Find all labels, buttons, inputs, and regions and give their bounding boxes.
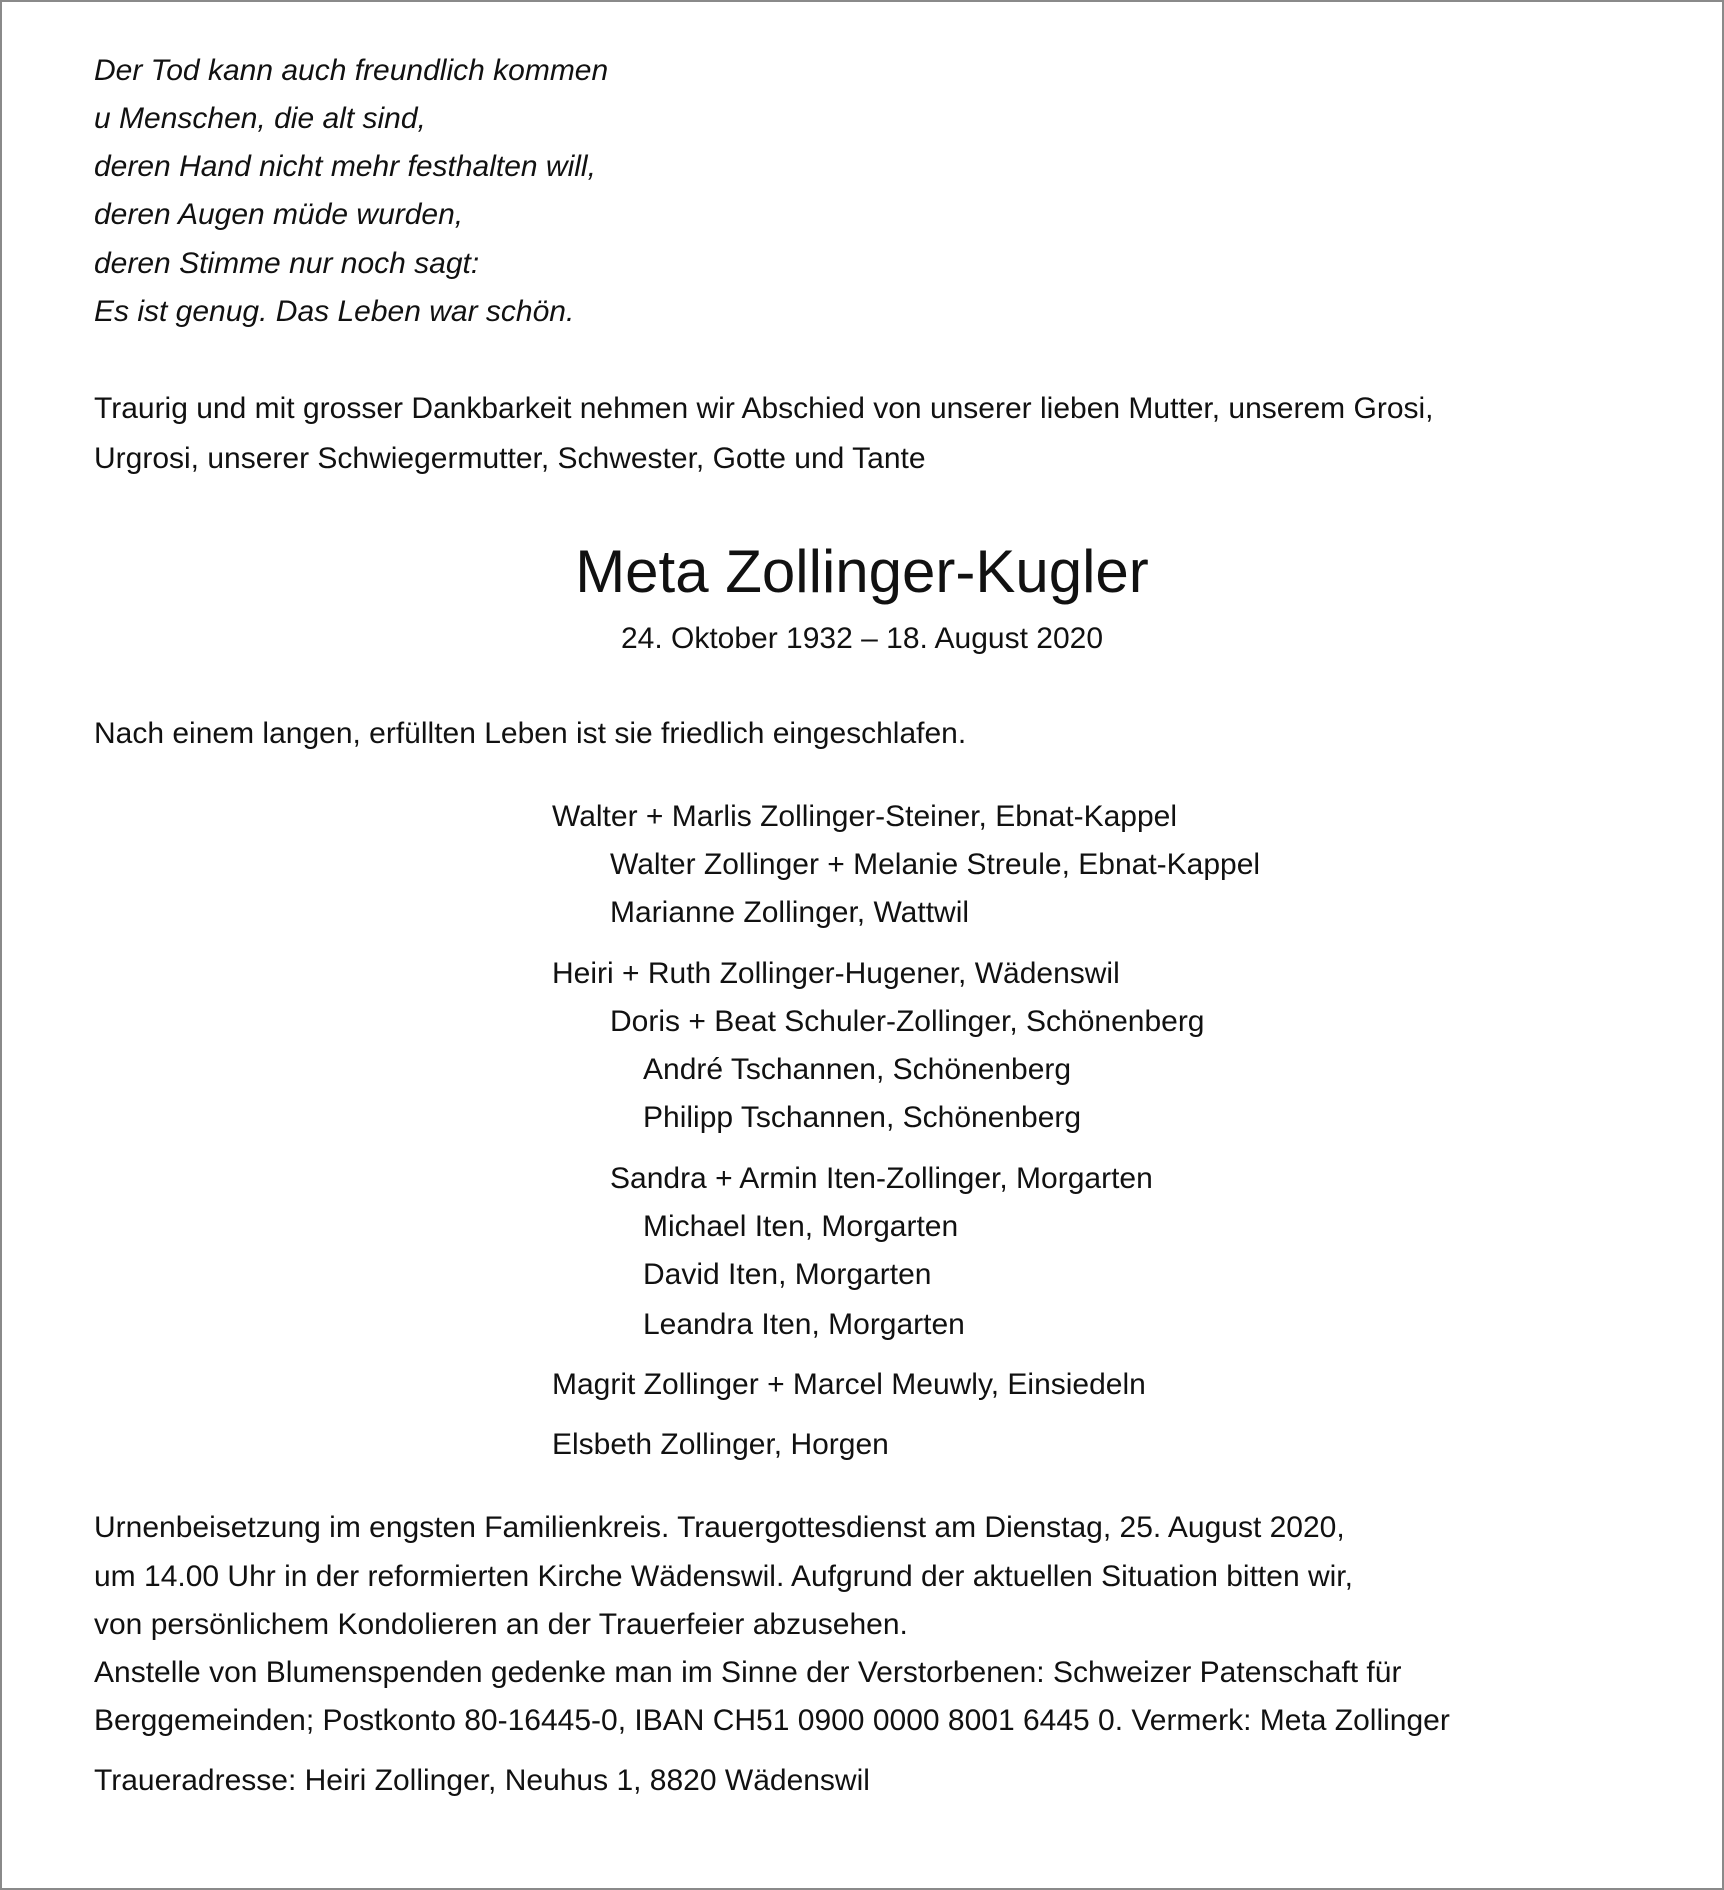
notice-line: um 14.00 Uhr in der reformierten Kirche Wädenswil. Aufgrund der aktuellen Situation bitten wir,	[94, 1560, 1353, 1593]
mourning-address: Traueradresse: Heiri Zollinger, Neuhus 1, 8820 Wädenswil	[94, 1764, 870, 1797]
mourner-entry: David Iten, Morgarten	[643, 1258, 932, 1291]
poem-line: u Menschen, die alt sind,	[94, 102, 426, 135]
intro-line: Traurig und mit grosser Dankbarkeit nehmen wir Abschied von unserer lieben Mutter, unserem Grosi,	[94, 392, 1434, 425]
mourner-entry: André Tschannen, Schönenberg	[643, 1053, 1072, 1086]
mourner-entry: Marianne Zollinger, Wattwil	[610, 896, 970, 929]
poem-line: deren Augen müde wurden,	[94, 198, 464, 231]
notice-line: von persönlichem Kondolieren an der Trauerfeier abzusehen.	[94, 1608, 908, 1641]
mourner-entry: Michael Iten, Morgarten	[643, 1210, 959, 1243]
poem-line: deren Hand nicht mehr festhalten will,	[94, 150, 596, 183]
mourner-entry: Heiri + Ruth Zollinger-Hugener, Wädenswil	[552, 957, 1120, 990]
mourner-entry: Elsbeth Zollinger, Horgen	[552, 1428, 889, 1461]
poem-line: Der Tod kann auch freundlich kommen	[94, 54, 609, 87]
mourner-entry: Walter + Marlis Zollinger-Steiner, Ebnat-Kappel	[552, 800, 1177, 833]
notice-line: Berggemeinden; Postkonto 80-16445-0, IBAN CH51 0900 0000 8001 6445 0. Vermerk: Meta Zollinger	[94, 1704, 1450, 1737]
poem-line: Es ist genug. Das Leben war schön.	[94, 295, 575, 328]
poem-line: deren Stimme nur noch sagt:	[94, 247, 480, 280]
mourner-entry: Philipp Tschannen, Schönenberg	[643, 1101, 1082, 1134]
intro-line: Urgrosi, unserer Schwiegermutter, Schwester, Gotte und Tante	[94, 442, 926, 475]
life-dates: 24. Oktober 1932 – 18. August 2020	[620, 622, 1104, 655]
mourner-entry: Doris + Beat Schuler-Zollinger, Schönenberg	[610, 1005, 1205, 1038]
mourner-entry: Magrit Zollinger + Marcel Meuwly, Einsiedeln	[552, 1368, 1146, 1401]
mourner-entry: Sandra + Armin Iten-Zollinger, Morgarten	[610, 1162, 1153, 1195]
statement: Nach einem langen, erfüllten Leben ist sie friedlich eingeschlafen.	[94, 717, 967, 750]
notice-line: Anstelle von Blumenspenden gedenke man im Sinne der Verstorbenen: Schweizer Patenschaft für	[94, 1656, 1402, 1689]
mourner-entry: Walter Zollinger + Melanie Streule, Ebnat-Kappel	[610, 848, 1261, 881]
deceased-name: Meta Zollinger-Kugler	[575, 538, 1149, 605]
mourner-entry: Leandra Iten, Morgarten	[643, 1308, 965, 1341]
notice-line: Urnenbeisetzung im engsten Familienkreis. Trauergottesdienst am Dienstag, 25. August 2020,	[94, 1511, 1345, 1544]
